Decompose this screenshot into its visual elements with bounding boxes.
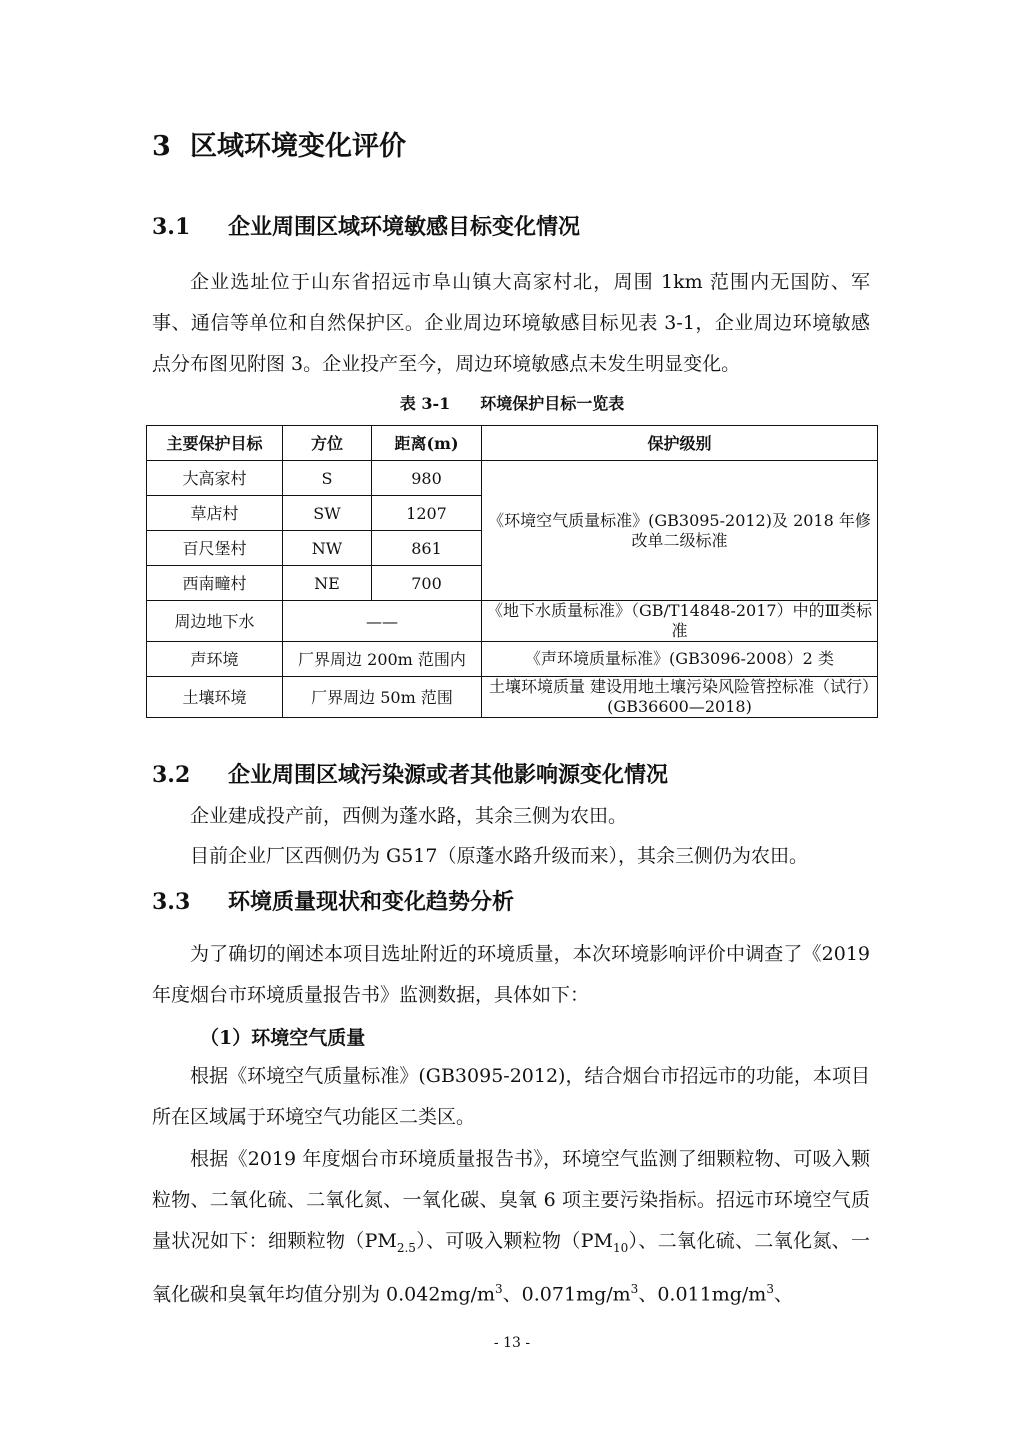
text-run: 、0.071mg/m [502,1283,631,1306]
direction-cell: SW [283,496,372,531]
text-run: ）、二氧化硫、二氧化氮、一氧化碳和臭氧年均值分别为 0.042mg/m [152,1230,870,1306]
range-cell: 厂界周边 200m 范围内 [283,642,482,677]
table-header-cell: 主要保护目标 [147,426,283,461]
standard-cell: 《地下水质量标准》（GB/T14848-2017）中的Ⅲ类标准 [482,601,878,642]
direction-cell: S [283,461,372,496]
range-cell: —— [283,601,482,642]
section-3-heading [152,124,406,163]
subscript: 10 [612,1240,629,1255]
table-header-cell: 距离(m) [372,426,482,461]
paragraph-3-2-line-2: 目前企业厂区西侧仍为 G517（原蓬水路升级而来），其余三侧仍为农田。 [190,845,808,867]
table-number: 表 3-1 [399,394,451,413]
direction-cell: NE [283,566,372,601]
target-cell: 西南疃村 [147,566,283,601]
paragraph-3-3-intro: 为了确切的阐述本项目选址附近的环境质量，本次环境影响评价中调查了《2019 年度烟台市环境质量报告书》监测数据，具体如下： [152,943,870,1006]
distance-cell: 980 [372,461,482,496]
table-row [147,601,878,642]
paragraph-3-2-line-1: 企业建成投产前，西侧为蓬水路，其余三侧为农田。 [190,805,628,827]
target-cell: 声环境 [147,642,283,677]
text-run: 、0.011mg/m [638,1283,767,1306]
paragraph-air-monitoring [152,1139,870,1315]
section-number: 3 [152,131,171,162]
target-cell: 百尺堡村 [147,531,283,566]
distance-cell: 861 [372,531,482,566]
section-number: 3.3 [152,889,191,915]
page-number: - 13 - [493,1335,531,1351]
target-cell: 周边地下水 [147,601,283,642]
protection-targets-table [146,425,878,718]
paragraph-air-function-zone: 根据《环境空气质量标准》(GB3095-2012)，结合烟台市招远市的功能，本项目所在区域属于环境空气功能区二类区。 [152,1065,870,1128]
standard-cell: 土壤环境质量 建设用地土壤污染风险管控标准（试行）(GB36600—2018) [482,677,878,718]
table-row [147,677,878,718]
text-run: 、 [773,1283,793,1306]
subscript: 2.5 [396,1240,416,1255]
table-header-row [147,426,878,461]
section-3-2-heading [152,758,668,789]
table-title: 环境保护目标一览表 [480,394,625,413]
standard-cell: 《声环境质量标准》(GB3096-2008）2 类 [482,642,878,677]
section-number: 3.1 [152,214,191,240]
superscript: 3 [766,1281,774,1296]
range-cell: 厂界周边 50m 范围 [283,677,482,718]
text-run: ）、可吸入颗粒物（PM [415,1230,613,1252]
distance-cell: 700 [372,566,482,601]
superscript: 3 [630,1281,639,1296]
table-header-cell: 保护级别 [482,426,878,461]
text-run: 根据《2019 年度烟台市环境质量报告书》，环境空气监测了细颗粒物、可吸入颗粒物、二氧化硫、二氧化氮、一氧化碳、臭氧 6 项主要污染指标。招远市环境空气质量状况如下：细颗粒物（PM [152,1148,870,1252]
section-3-1-heading [152,210,580,241]
section-title: 企业周围区域污染源或者其他影响源变化情况 [228,762,669,788]
superscript: 3 [495,1281,503,1296]
section-3-3-heading [152,885,514,916]
target-cell: 草店村 [147,496,283,531]
subsection-air-quality: （1）环境空气质量 [200,1027,366,1049]
section-number: 3.2 [152,762,191,788]
table-row [147,461,878,496]
table-caption [0,391,1024,414]
table-header-cell: 方位 [283,426,372,461]
target-cell: 土壤环境 [147,677,283,718]
table-row [147,642,878,677]
section-title: 企业周围区域环境敏感目标变化情况 [228,214,581,240]
distance-cell: 1207 [372,496,482,531]
air-standard-cell: 《环境空气质量标准》(GB3095-2012)及 2018 年修改单二级标准 [482,461,878,601]
paragraph-3-1: 企业选址位于山东省招远市阜山镇大高家村北，周围 1km 范围内无国防、军事、通信等单位和自然保护区。企业周边环境敏感目标见表 3-1，企业周边环境敏感点分布图见附图 3。企业投产至今，周边环境敏感点未发生明显变化。 [152,271,870,375]
target-cell: 大高家村 [147,461,283,496]
section-title: 环境质量现状和变化趋势分析 [228,889,515,915]
direction-cell: NW [283,531,372,566]
section-title: 区域环境变化评价 [190,131,406,162]
